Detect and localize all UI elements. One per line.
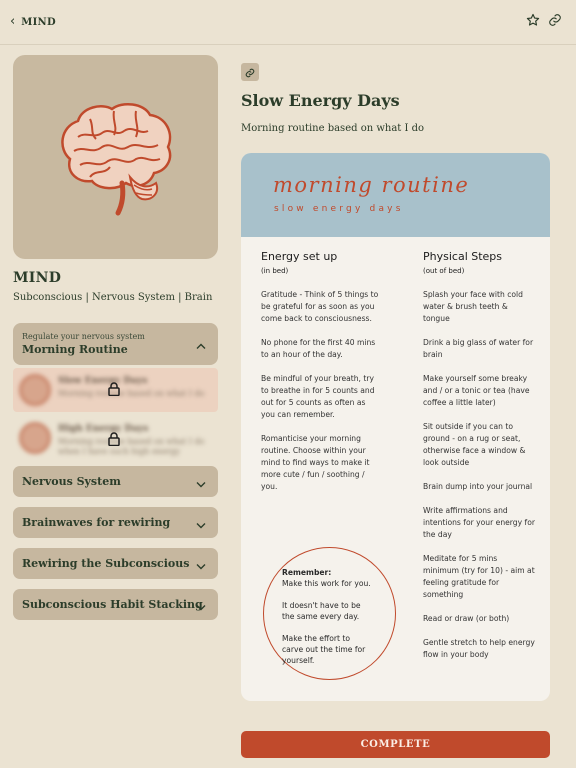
column-heading: Energy set up (261, 250, 338, 263)
back-label: MIND (21, 16, 56, 28)
accordion-nervous-system[interactable] (13, 466, 218, 497)
step-text: Gentle stretch to help energy flow in your body (423, 638, 535, 659)
top-bar (0, 0, 576, 45)
remember-heading: Remember: (282, 568, 332, 577)
locked-item-title: Slow Energy Days (58, 376, 148, 386)
locked-item-title: High Energy Days (58, 424, 149, 434)
energy-setup-column (261, 250, 379, 493)
accordion-label: Morning Routine (22, 343, 128, 356)
step-text: Make yourself some breaky and / or a tonic or tea (have coffee a little later) (423, 374, 530, 407)
locked-item-desc2: when I have such high energy (58, 447, 180, 456)
page-subtitle: Morning routine based on what I do (241, 123, 425, 134)
chevron-down-icon (196, 513, 206, 532)
link-icon[interactable] (548, 13, 562, 27)
link-icon (245, 63, 255, 82)
accordion-label: Rewiring the Subconscious (22, 557, 190, 570)
section-title: MIND (13, 270, 62, 286)
accordion-label: Brainwaves for rewiring (22, 516, 171, 529)
chevron-down-icon (196, 554, 206, 573)
step-text: Romanticise your morning routine. Choose within your mind to find ways to make it more cute / fun / soothing / you. (261, 434, 370, 491)
complete-button[interactable]: COMPLETE (241, 731, 550, 758)
remember-note (282, 567, 372, 666)
lock-icon (108, 381, 120, 400)
accordion-label: Subconscious Habit Stacking (22, 598, 203, 611)
step-text: Brain dump into your journal (423, 482, 533, 491)
chevron-down-icon (196, 472, 206, 491)
physical-steps-column (423, 250, 535, 661)
step-text: Splash your face with cold water & brush teeth & tongue (423, 290, 523, 323)
card-header-title: morning routine (273, 173, 470, 197)
locked-item-high-energy[interactable] (13, 416, 218, 460)
cover-image (13, 55, 218, 259)
column-subheading: (out of bed) (423, 267, 465, 275)
lock-icon (108, 431, 120, 450)
locked-item-desc: Morning routine based on what I do (58, 437, 205, 446)
step-text: Meditate for 5 mins minimum (try for 10) - aim at feeling gratitude for something (423, 554, 535, 599)
accordion-habit-stacking[interactable] (13, 589, 218, 620)
accordion-rewiring[interactable] (13, 548, 218, 579)
copy-link-button[interactable] (241, 63, 259, 81)
back-button[interactable] (10, 15, 56, 29)
card-header-subtitle: slow energy days (274, 204, 404, 214)
accordion-label: Nervous System (22, 475, 121, 488)
routine-card (241, 153, 550, 701)
remember-line: It doesn't have to be the same every day. (282, 601, 361, 621)
page-title: Slow Energy Days (241, 91, 400, 110)
locked-item-desc: Morning routine based on what I do (58, 389, 205, 398)
remember-line: Make the effort to carve out the time for yourself. (282, 634, 366, 665)
step-text: No phone for the first 40 mins to an hour of the day. (261, 338, 376, 359)
thumbnail (19, 422, 51, 454)
step-text: Be mindful of your breath, try to breathe in for 5 counts and out for 5 counts as often as you can remember. (261, 374, 375, 419)
chevron-down-icon (196, 595, 206, 614)
accordion-morning-routine[interactable] (13, 323, 218, 365)
step-text: Gratitude - Think of 5 things to be grateful for as soon as you come back to consciousness. (261, 290, 379, 323)
locked-item-slow-energy[interactable] (13, 368, 218, 412)
step-text: Read or draw (or both) (423, 614, 510, 623)
step-text: Write affirmations and intentions for your energy for the day (423, 506, 535, 539)
remember-line: Make this work for you. (282, 579, 371, 588)
step-text: Sit outside if you can to ground - on a rug or seat, otherwise face a window & look outside (423, 422, 526, 467)
star-icon[interactable] (526, 13, 540, 27)
card-header (241, 153, 550, 237)
accordion-brainwaves[interactable] (13, 507, 218, 538)
brain-illustration (50, 97, 180, 217)
column-subheading: (in bed) (261, 267, 289, 275)
chevron-up-icon (196, 335, 206, 354)
chevron-left-icon: ‹ (10, 14, 16, 29)
column-heading: Physical Steps (423, 250, 503, 263)
section-subtitle: Subconscious | Nervous System | Brain (13, 292, 213, 303)
accordion-kicker: Regulate your nervous system (22, 332, 145, 341)
thumbnail (19, 374, 51, 406)
step-text: Drink a big glass of water for brain (423, 338, 534, 359)
